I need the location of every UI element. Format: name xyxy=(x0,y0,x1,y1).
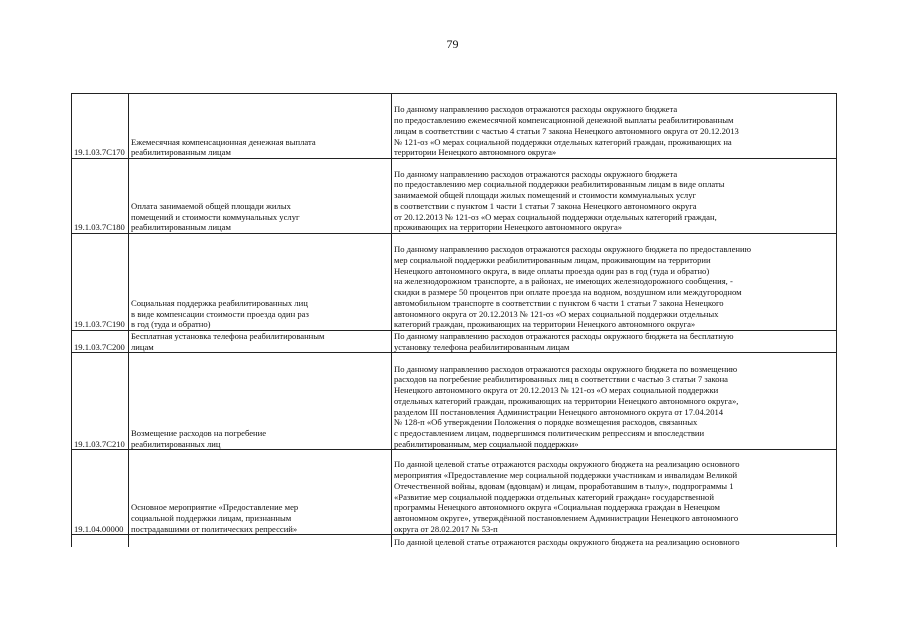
description-line: проживающих на территории Ненецкого автономного округа» xyxy=(394,222,623,233)
description-line: По данной целевой статье отражаются расходы окружного бюджета на реализацию основного xyxy=(394,536,740,547)
name-line: Возмещение расходов на погребение xyxy=(131,428,267,438)
description-line: По данной целевой статье отражаются расходы окружного бюджета на реализацию основного xyxy=(394,459,740,470)
name-line: Бесплатная установка телефона реабилитированным xyxy=(131,331,325,341)
description-line: автономного округа от 20.12.2013 № 121-оз «О мерах социальной поддержки отдельных xyxy=(394,308,719,319)
description-line: Ненецкого автономного округа от 20.12.2013 № 121-оз «О мерах социальной поддержки xyxy=(394,385,719,396)
target-article-name xyxy=(129,234,392,331)
description-line: на железнодорожном транспорте, а в районах, не имеющих железнодорожного сообщения, - xyxy=(394,276,733,287)
description-line: «Развитие мер социальной поддержки отдельных категорий граждан» государственной xyxy=(394,491,714,502)
target-article-code: 19.1.04.00000 xyxy=(72,450,129,535)
target-article-description xyxy=(392,353,837,450)
name-line: реабилитированным лицам xyxy=(131,147,231,158)
table-row xyxy=(72,353,837,450)
page-number: 79 xyxy=(446,37,459,51)
name-line: лицам xyxy=(131,341,154,352)
description-line: № 121-оз «О мерах социальной поддержки отдельных категорий граждан, проживающих на xyxy=(394,136,732,147)
name-line: Основное мероприятие «Предоставление мер xyxy=(131,502,299,513)
description-line: по предоставлению ежемесячной компенсационной денежной выплаты реабилитированным xyxy=(394,115,734,126)
description-line: по предоставлению мер социальной поддержки реабилитированным лицам в виде оплаты xyxy=(394,179,725,190)
table-row xyxy=(72,331,837,353)
description-line: территории Ненецкого автономного округа» xyxy=(394,147,557,158)
description-line: с предоставлением лицам, подвергшимся политическим репрессиям и впоследствии xyxy=(394,428,705,438)
description-line: автономном округе», утверждённой постановлением Администрации Ненецкого автономного xyxy=(394,513,739,523)
description-line: По данному направлению расходов отражаются расходы окружного бюджета xyxy=(394,104,678,115)
description-line: По данному направлению расходов отражаются расходы окружного бюджета по предоставлению xyxy=(394,244,751,255)
description-line: Ненецкого автономного округа, в виде оплаты проезда один раз в год (туда и обратно) xyxy=(394,265,710,276)
description-line: разделом III постановления Администрации Ненецкого автономного округа от 17.04.2014 xyxy=(394,406,724,417)
description-line: занимаемой общей площади жилых помещений и стоимости коммунальных услуг xyxy=(394,190,697,201)
description-line: реабилитированным, мер социальной поддержки» xyxy=(394,438,579,449)
name-line: Социальная поддержка реабилитированных лиц xyxy=(131,297,308,308)
target-article-code xyxy=(72,535,129,548)
description-line: По данному направлению расходов отражаются расходы окружного бюджета на бесплатную xyxy=(394,331,734,341)
description-line: категорий граждан, проживающих на территории Ненецкого автономного округа» xyxy=(394,319,696,330)
description-line: от 20.12.2013 № 121-оз «О мерах социальной поддержки отдельных категорий граждан, xyxy=(394,211,717,222)
target-article-name xyxy=(129,159,392,234)
name-line: пострадавшими от политических репрессий» xyxy=(131,523,298,534)
target-article-code: 19.1.03.7С170 xyxy=(72,94,129,159)
description-line: мероприятия «Предоставление мер социальной поддержки участникам и инвалидам Великой xyxy=(394,470,738,481)
target-article-description xyxy=(392,159,837,234)
target-article-name xyxy=(129,353,392,450)
target-article-description xyxy=(392,450,837,535)
name-line: реабилитированных лиц xyxy=(131,438,221,449)
budget-classification-table xyxy=(71,93,837,547)
name-line: Ежемесячная компенсационная денежная выплата xyxy=(131,136,316,147)
target-article-code: 19.1.03.7С210 xyxy=(72,353,129,450)
name-line: социальной поддержки лицам, признанным xyxy=(131,513,292,523)
table-row xyxy=(72,450,837,535)
name-line: в год (туда и обратно) xyxy=(131,319,211,330)
name-line: в виде компенсации стоимости проезда один раз xyxy=(131,308,309,319)
description-line: округа от 28.02.2017 № 53-п xyxy=(394,523,498,534)
description-line: лицам в соответствии с частью 4 статьи 7 закона Ненецкого автономного округа от 20.12.2013 xyxy=(394,125,739,136)
table-row xyxy=(72,94,837,159)
target-article-description xyxy=(392,234,837,331)
table-row xyxy=(72,234,837,331)
description-line: По данному направлению расходов отражаются расходы окружного бюджета по возмещению xyxy=(394,363,738,374)
target-article-code: 19.1.03.7С200 xyxy=(72,331,129,353)
target-article-description xyxy=(392,331,837,353)
description-line: Отечественной войны, вдовам (вдовцам) и лицам, проработавшим в тылу», подпрограммы 1 xyxy=(394,480,734,491)
description-line: мер социальной поддержки реабилитированным лицам, проживающим на территории xyxy=(394,255,711,266)
target-article-name xyxy=(129,94,392,159)
target-article-description xyxy=(392,535,837,548)
target-article-name xyxy=(129,535,392,548)
table-row xyxy=(72,535,837,548)
name-line: реабилитированным лицам xyxy=(131,222,231,233)
description-line: № 128-п «Об утверждении Положения о порядке возмещения расходов, связанных xyxy=(394,417,698,428)
target-article-code: 19.1.03.7С190 xyxy=(72,234,129,331)
name-line: Оплата занимаемой общей площади жилых xyxy=(131,200,291,211)
target-article-code: 19.1.03.7С180 xyxy=(72,159,129,234)
description-line: расходов на погребение реабилитированных лиц в соответствии с частью 3 статьи 7 закона xyxy=(394,374,728,385)
description-line: автомобильном транспорте в соответствии с пунктом 6 части 1 статьи 7 закона Ненецкого xyxy=(394,297,724,308)
description-line: программы Ненецкого автономного округа «Социальная поддержка граждан в Ненецком xyxy=(394,502,720,513)
target-article-name xyxy=(129,450,392,535)
target-article-name xyxy=(129,331,392,353)
description-line: отдельных категорий граждан, проживающих на территории Ненецкого автономного округа», xyxy=(394,395,739,406)
table-row xyxy=(72,159,837,234)
description-line: установку телефона реабилитированным лицам xyxy=(394,341,570,352)
description-line: в соответствии с пунктом 1 части 1 статьи 7 закона Ненецкого автономного округа xyxy=(394,200,697,211)
description-line: скидки в размере 50 процентов при оплате проезда на водном, воздушном или междугородном xyxy=(394,287,742,298)
target-article-description xyxy=(392,94,837,159)
name-line: помещений и стоимости коммунальных услуг xyxy=(131,211,300,222)
description-line: По данному направлению расходов отражаются расходы окружного бюджета xyxy=(394,168,678,179)
